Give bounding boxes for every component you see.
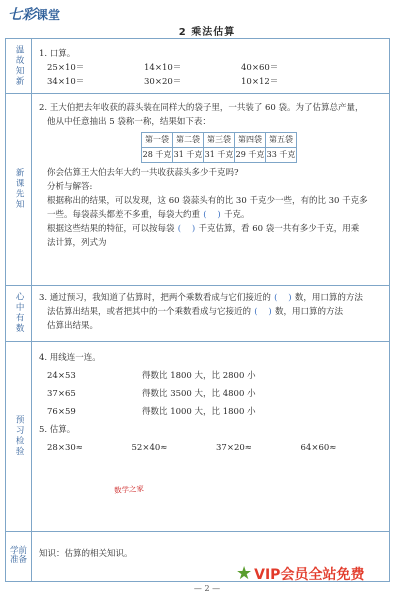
table-header-cell: 第四袋 bbox=[235, 133, 266, 148]
page-title: 2 乘法估算 bbox=[178, 27, 236, 38]
estimate-item: 37×20≈ bbox=[216, 443, 252, 453]
table-header-cell: 第三袋 bbox=[204, 133, 235, 148]
estimate-item: 28×30≈ bbox=[47, 443, 83, 453]
section-label-pre: 学前准备 bbox=[9, 545, 27, 565]
answer-blank[interactable]: ( ) bbox=[177, 224, 196, 234]
analysis-line-3: 根据这些结果的特征，可以按每袋 ( ) 千克估算，看 60 袋一共有多少千克，用乘 bbox=[47, 224, 360, 234]
match-expression[interactable]: 24×53 bbox=[47, 371, 76, 381]
weight-table bbox=[141, 132, 297, 163]
estimate-row bbox=[39, 439, 385, 457]
analysis-line-4: 法计算，列式为 bbox=[47, 238, 107, 248]
mental-math-item: 30×20＝ bbox=[144, 77, 182, 87]
table-row bbox=[142, 148, 297, 163]
answer-blank[interactable]: ( ) bbox=[254, 307, 272, 317]
star-icon: ★ bbox=[236, 563, 253, 584]
match-range[interactable]: 得数比 1800 大，比 2800 小 bbox=[142, 371, 256, 381]
match-row bbox=[39, 385, 385, 403]
match-range[interactable]: 得数比 1000 大，比 1800 小 bbox=[142, 407, 256, 417]
section-preview bbox=[6, 93, 389, 286]
section-label-mind: 心中有数 bbox=[14, 292, 25, 334]
match-row bbox=[39, 367, 385, 385]
mental-math-item: 25×10＝ bbox=[47, 63, 85, 73]
question-2-line2: 他从中任意抽出 5 袋称一称，结果如下表： bbox=[47, 117, 211, 127]
vip-banner[interactable]: ★ VIP会员全站免费 bbox=[236, 563, 365, 584]
brand-logo: 七彩课堂 bbox=[8, 7, 61, 23]
pre-knowledge: 知识：估算的相关知识。 bbox=[39, 549, 133, 559]
mental-math-item: 10×12＝ bbox=[241, 77, 279, 87]
table-header-cell: 第二袋 bbox=[173, 133, 204, 148]
table-header-row bbox=[142, 133, 297, 148]
mental-math-row bbox=[39, 75, 385, 89]
section-label-check: 预习检验 bbox=[14, 415, 25, 457]
worksheet-frame bbox=[5, 38, 390, 582]
section-label-review: 温故知新 bbox=[14, 45, 25, 87]
question-2-ask: 你会估算王大伯去年大约一共收获蒜头多少千克吗? bbox=[47, 168, 239, 178]
table-cell: 31 千克 bbox=[204, 148, 235, 163]
match-expression[interactable]: 76×59 bbox=[47, 407, 76, 417]
analysis-line-1: 根据称出的结果，可以发现，这 60 袋蒜头有的比 30 千克少一些，有的比 30 千克多 bbox=[47, 196, 368, 206]
estimate-item: 64×60≈ bbox=[300, 443, 337, 453]
table-cell: 33 千克 bbox=[266, 148, 297, 163]
analysis-title: 分析与解答: bbox=[47, 182, 93, 192]
watermark-stamp: 数学之家 bbox=[113, 483, 145, 496]
estimate-item: 52×40≈ bbox=[131, 443, 168, 453]
table-cell: 29 千克 bbox=[235, 148, 266, 163]
question-3-line3: 估算出结果。 bbox=[47, 321, 99, 331]
table-cell: 28 千克 bbox=[142, 148, 173, 163]
question-3-line1: 3. 通过预习，我知道了估算时，把两个乘数看成与它们接近的 ( ) 数，用口算的方法 bbox=[39, 293, 363, 303]
match-range[interactable]: 得数比 3500 大，比 4800 小 bbox=[142, 389, 256, 399]
mental-math-row bbox=[39, 61, 385, 75]
mental-math-item: 14×10＝ bbox=[144, 63, 182, 73]
question-1-heading: 1. 口算。 bbox=[39, 49, 76, 59]
answer-blank[interactable]: ( ) bbox=[203, 210, 221, 220]
answer-blank[interactable]: ( ) bbox=[274, 293, 292, 303]
mental-math-item: 40×60＝ bbox=[241, 63, 279, 73]
section-mind bbox=[6, 285, 389, 342]
question-2-line1: 2. 王大伯把去年收获的蒜头装在同样大的袋子里，一共装了 60 袋。为了估算总产量， bbox=[39, 103, 364, 113]
table-header-cell: 第一袋 bbox=[142, 133, 173, 148]
table-header-cell: 第五袋 bbox=[266, 133, 297, 148]
section-check bbox=[6, 341, 389, 532]
mental-math-item: 34×10＝ bbox=[47, 77, 85, 87]
table-cell: 31 千克 bbox=[173, 148, 204, 163]
section-label-preview: 新课先知 bbox=[14, 168, 25, 210]
analysis-line-2: 一些。每袋蒜头都差不多重，每袋大约重 ( ) 千克。 bbox=[47, 210, 250, 220]
section-review bbox=[6, 39, 389, 94]
question-3-line2: 法估算出结果，或者把其中的一个乘数看成与它接近的 ( ) 数，用口算的方法 bbox=[47, 307, 344, 317]
page-number: — 2 — bbox=[193, 584, 221, 593]
question-4-heading: 4. 用线连一连。 bbox=[39, 353, 101, 363]
match-row bbox=[39, 403, 385, 421]
match-expression[interactable]: 37×65 bbox=[47, 389, 76, 399]
question-5-heading: 5. 估算。 bbox=[39, 425, 76, 435]
